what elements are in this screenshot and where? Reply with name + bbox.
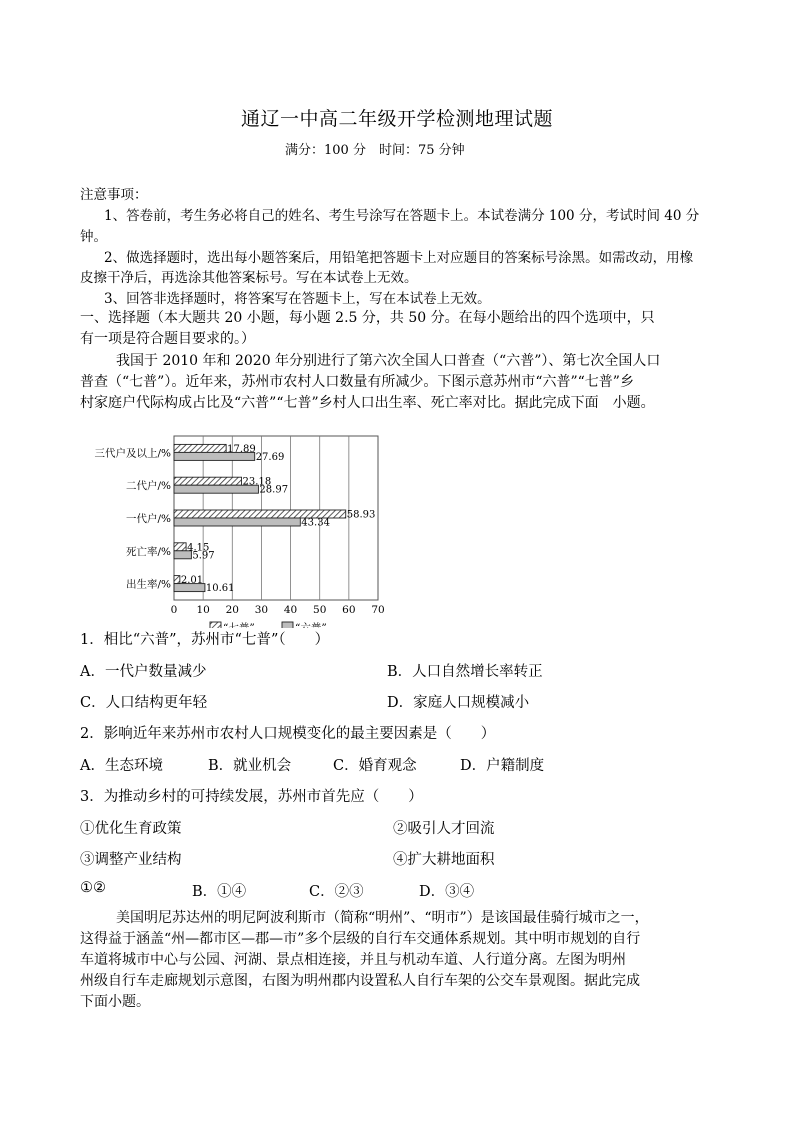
notice-item-1: 1、答卷前，考生务必将自己的姓名、考生号涂写在答题卡上。本试卷满分 100 分，考试时间 40 分 [104,208,700,224]
question-3-stem: 3．为推动乡村的可持续发展，苏州市首先应（ ） [80,789,423,805]
section-heading-cont: 有一项是符合题目要求的。） [80,331,255,347]
question-3-option-c[interactable]: C．②③ [309,884,364,900]
question-3-option-a[interactable]: ①② [80,880,106,896]
x-tick-label: 10 [196,604,210,616]
section-heading: 一、选择题（本大题共 20 小题，每小题 2.5 分，共 50 分。在每小题给出的四个选项中，只 [80,310,655,326]
question-1-option-c[interactable]: C．人口结构更年轻 [80,695,208,711]
chart-axis [94,443,385,616]
x-tick-label: 40 [283,604,298,616]
notice-item-2: 2、做选择题时，选出每小题答案后，用铅笔把答题卡上对应题目的答案标号涂黑。如需改动，用橡 [104,250,694,266]
x-tick-label: 50 [313,604,327,616]
bar [174,576,180,584]
question-2-stem: 2．影响近年来苏州市农村人口规模变化的最主要因素是（ ） [80,726,496,742]
bar [174,477,242,485]
x-tick-label: 60 [342,604,356,616]
passage2-line2: 这得益于涵盖“州—都市区—郡—市”多个层级的自行车交通体系规划。其中明市规划的自行 [80,931,641,947]
population-bar-chart [70,430,410,635]
passage1-line1: 我国于 2010 年和 2020 年分别进行了第六次全国人口普查（“六普”）、第七次全国人口 [116,353,661,369]
data-label: 43.34 [301,517,330,529]
data-label: 17.89 [227,443,256,455]
question-3-option-b[interactable]: B．①④ [192,884,247,900]
question-1-stem: 1．相比“六普”，苏州市“七普”（ ） [80,628,333,649]
question-3-choice-2: ②吸引人才回流 [393,821,495,837]
bar [174,444,226,452]
question-1-option-d[interactable]: D．家庭人口规模减小 [387,695,530,711]
notice-item-3: 3、回答非选择题时，将答案写在答题卡上，写在本试卷上无效。 [104,291,491,307]
bar [174,543,186,551]
question-1-option-a[interactable]: A．一代户数量减少 [80,664,207,680]
question-2-option-b[interactable]: B．就业机会 [208,758,292,774]
exam-title: 通辽一中高二年级开学检测地理试题 [240,108,553,130]
notice-item-1-cont: 钟。 [80,229,107,245]
x-tick-label: 70 [371,604,385,616]
passage1-line2: 普查（“七普”）。近年来，苏州市农村人口数量有所减少。下图示意苏州市“六普”“七普”乡 [80,374,634,390]
question-2-option-d[interactable]: D．户籍制度 [460,758,545,774]
question-3-choice-4: ④扩大耕地面积 [393,852,495,868]
category-label: 死亡率/% [125,545,171,558]
question-3-choice-1: ①优化生育政策 [80,821,182,837]
passage2-line3: 车道将城市中心与公园、河湖、景点相连接，并且与机动车道、人行道分离。左图为明州 [80,952,626,968]
data-label: 4.15 [187,542,210,554]
notice-item-2-cont: 皮擦干净后，再选涂其他答案标号。写在本试卷上无效。 [80,270,418,286]
category-label: 一代户/% [125,513,171,525]
question-2-option-c[interactable]: C．婚育观念 [333,758,417,774]
data-label: 5.97 [192,550,215,562]
category-label: 三代户及以上/% [94,447,171,460]
passage2-line4: 州级自行车走廊规划示意图，右图为明州郡内设置私人自行车架的公交车景观图。据此完成 [80,973,640,989]
passage2-line5: 下面小题。 [80,994,150,1010]
x-tick-label: 30 [254,604,269,616]
question-3-option-d[interactable]: D．③④ [419,884,475,900]
question-2-option-a[interactable]: A．生态环境 [80,758,163,774]
data-label: 10.61 [205,583,235,595]
data-label: 2.01 [180,575,204,587]
category-label: 出生率/% [125,578,171,591]
passage1-line3: 村家庭户代际构成占比及“六普”“七普”乡村人口出生率、死亡率对比。据此完成下面 小题。 [80,395,655,411]
x-tick-label: 20 [225,604,239,616]
exam-subtitle: 满分：100 分 时间：75 分钟 [285,143,465,158]
category-label: 二代户/% [125,480,171,493]
data-label: 58.93 [346,509,376,521]
question-3-choice-3: ③调整产业结构 [80,852,182,868]
data-label: 27.69 [255,451,285,463]
data-label: 28.97 [259,484,289,496]
data-label: 23.18 [242,476,272,488]
notice-heading: 注意事项： [80,187,148,203]
x-tick-label: 0 [170,604,178,616]
bar [174,518,300,526]
question-1-option-b[interactable]: B．人口自然增长率转正 [387,664,543,680]
passage2-line1: 美国明尼苏达州的明尼阿波利斯市（简称“明州”、“明市”）是该国最佳骑行城市之一， [116,910,649,926]
